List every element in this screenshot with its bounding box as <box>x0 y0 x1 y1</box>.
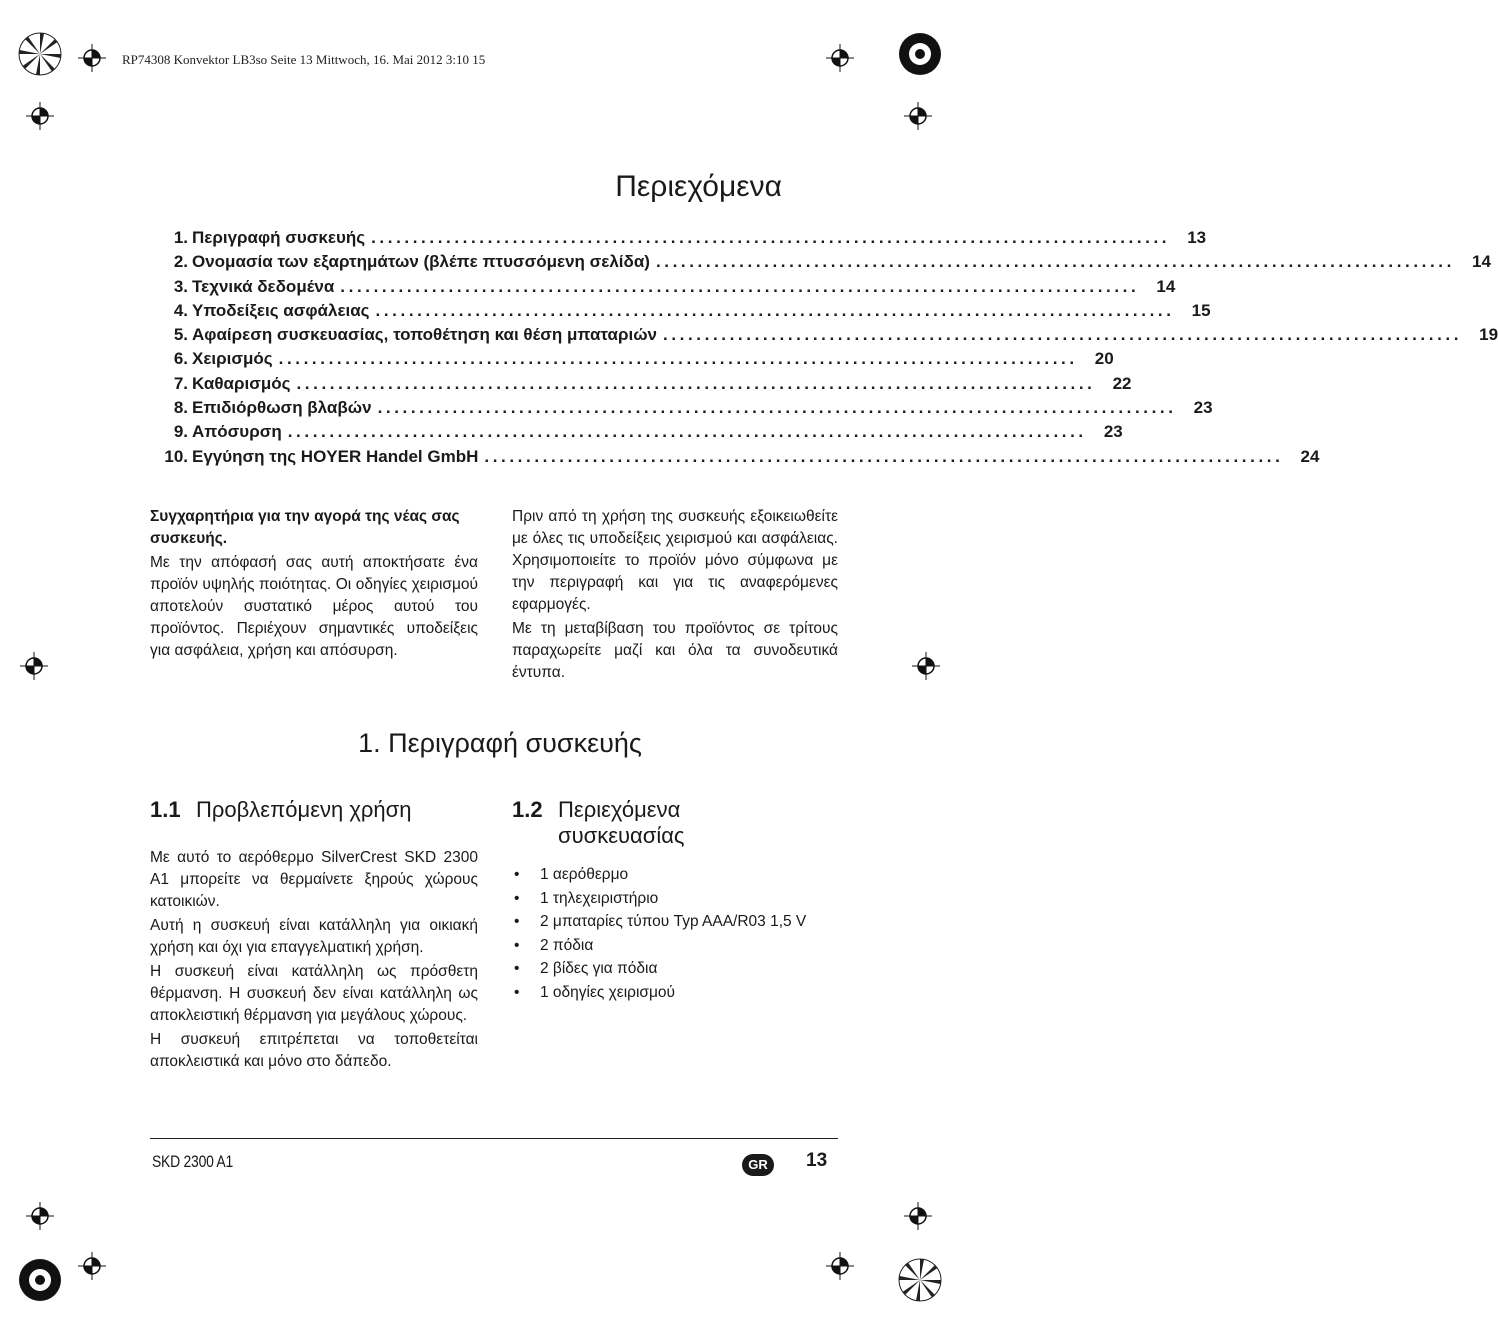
language-badge: GR <box>742 1154 774 1176</box>
toc-entry[interactable] <box>162 398 1213 422</box>
toc-number: 7. <box>173 373 188 393</box>
list-item: • 2 βίδες για πόδια <box>512 957 838 981</box>
toc-label: Υποδείξεις ασφάλειας <box>192 300 370 320</box>
toc-label: Αφαίρεση συσκευασίας, τοποθέτηση και θέση μπαταριών <box>192 325 658 345</box>
toc-page: 24 <box>1300 446 1320 466</box>
registration-mark-icon <box>26 1202 54 1230</box>
toc-leader: ................................................................................................ <box>484 446 1284 466</box>
list-item: • 2 πόδια <box>512 934 838 958</box>
toc-entry[interactable] <box>162 446 1320 471</box>
registration-mark-icon <box>826 44 854 72</box>
list-item: • 1 οδηγίες χειρισμού <box>512 981 838 1005</box>
toc-label: Χειρισμός <box>192 349 273 369</box>
intro-paragraph: Με τη μεταβίβαση του προϊόντος σε τρίτους παραχωρείτε μαζί και όλα τα συνοδευτικά έντυπα. <box>512 620 838 681</box>
subsection-intended-use <box>150 797 478 1075</box>
color-target-icon <box>898 1258 942 1302</box>
toc-label: Περιγραφή συσκευής <box>192 228 366 247</box>
subsection-number: 1.1 <box>150 797 181 822</box>
toc-leader: ................................................................................................ <box>377 398 1177 418</box>
toc-label: Καθαρισμός <box>192 373 291 393</box>
toc-page: 19 <box>1479 325 1498 345</box>
toc-number: 5. <box>173 325 188 345</box>
toc-entry[interactable] <box>162 300 1211 325</box>
contents-list <box>512 863 838 1004</box>
table-of-contents <box>162 228 1498 471</box>
toc-entry[interactable] <box>162 228 1207 252</box>
toc-entry[interactable] <box>162 276 1176 301</box>
toc-label: Απόσυρση <box>192 422 282 442</box>
intro-right-column <box>512 506 838 686</box>
subsection-title: Προβλεπόμενη χρήση <box>196 797 412 822</box>
toc-label: Επιδιόρθωση βλαβών <box>192 398 372 418</box>
toc-label: Εγγύηση της HOYER Handel GmbH <box>192 446 479 466</box>
toc-leader: ................................................................................................ <box>655 252 1455 272</box>
subsection-title-continued: συσκευασίας <box>558 823 685 848</box>
subsection-number: 1.2 <box>512 797 543 822</box>
toc-leader: ................................................................................................ <box>371 228 1171 247</box>
footer-model: SKD 2300 A1 <box>152 1152 234 1171</box>
body-paragraph: Η συσκευή επιτρέπεται να τοποθετείται αποκλειστικά και μόνο στο δάπεδο. <box>150 1031 478 1070</box>
toc-number: 3. <box>173 276 188 296</box>
registration-mark-icon <box>20 652 48 680</box>
subsection-heading <box>150 797 478 823</box>
subsection-package-contents <box>512 797 838 1004</box>
registration-mark-icon <box>904 102 932 130</box>
toc-page: 13 <box>1187 228 1207 247</box>
toc-entry[interactable] <box>162 422 1123 446</box>
intro-left-column <box>150 506 478 664</box>
toc-number: 10. <box>164 446 188 466</box>
toc-page: 20 <box>1094 349 1114 369</box>
color-target-icon <box>18 1258 62 1302</box>
toc-page: 23 <box>1103 422 1123 442</box>
list-item: • 1 αερόθερμο <box>512 863 838 887</box>
footer-divider <box>150 1138 838 1139</box>
toc-entry[interactable] <box>162 325 1498 349</box>
body-paragraph: Αυτή η συσκευή είναι κατάλληλη για οικιακή χρήση και όχι για επαγγελματική χρήση. <box>150 917 478 956</box>
registration-mark-icon <box>826 1252 854 1280</box>
body-paragraph: Με αυτό το αερόθερμο SilverCrest SKD 2300 A1 μπορείτε να θερμαίνετε ξηρούς χώρους κατοικιών. <box>150 849 478 910</box>
registration-mark-icon <box>78 44 106 72</box>
list-item: • 1 τηλεχειριστήριο <box>512 887 838 911</box>
color-target-icon <box>898 32 942 76</box>
intro-paragraph: Με την απόφασή σας αυτή αποκτήσατε ένα προϊόν υψηλής ποιότητας. Οι οδηγίες χειρισμού αποτελούν συστατικό μέρος αυτού του προϊόντος. Περιέχουν σημαντικές υποδείξεις για ασφάλεια, χρήση και απόσυρση. <box>150 554 478 659</box>
toc-page: 22 <box>1112 373 1132 393</box>
list-item: • 2 μπαταρίες τύπου Typ AAA/R03 1,5 V <box>512 910 838 934</box>
body-paragraph: Η συσκευή είναι κατάλληλη ως πρόσθετη θέρμανση. Η συσκευή δεν είναι κατάλληλη ως αποκλειστική θέρμανση για μεγάλους χώρους. <box>150 963 478 1024</box>
toc-leader: ................................................................................................ <box>663 325 1463 345</box>
toc-entry[interactable] <box>162 373 1132 398</box>
toc-leader: ................................................................................................ <box>278 349 1078 369</box>
toc-label: Ονομασία των εξαρτημάτων (βλέπε πτυσσόμενη σελίδα) <box>192 252 650 272</box>
print-header: RP74308 Konvektor LB3so Seite 13 Mittwoch, 16. Mai 2012 3:10 15 <box>122 52 486 67</box>
toc-entry[interactable] <box>162 252 1491 276</box>
toc-leader: ................................................................................................ <box>340 276 1140 296</box>
intro-paragraph: Πριν από τη χρήση της συσκευής εξοικειωθείτε με όλες τις υποδείξεις χειρισμού και ασφάλειας. Χρησιμοποιείτε το προϊόν μόνο σύμφωνα με την περιγραφή και για τις αναφερόμενες εφαρμογές. <box>512 508 838 613</box>
toc-page: 14 <box>1472 252 1491 272</box>
registration-mark-icon <box>904 1202 932 1230</box>
page-number: 13 <box>806 1150 828 1171</box>
toc-page: 15 <box>1191 300 1211 320</box>
toc-leader: ................................................................................................ <box>287 422 1087 442</box>
toc-leader: ................................................................................................ <box>296 373 1096 393</box>
toc-page: 23 <box>1193 398 1213 418</box>
toc-leader: ................................................................................................ <box>375 300 1175 320</box>
toc-entry[interactable] <box>162 349 1114 373</box>
toc-number: 4. <box>173 300 188 320</box>
subsection-title: Περιεχόμενα <box>558 797 681 822</box>
intro-heading: Συγχαρητήρια για την αγορά της νέας σας συσκευής. <box>150 508 460 547</box>
page-title: Περιεχόμενα <box>615 170 782 203</box>
registration-mark-icon <box>78 1252 106 1280</box>
registration-mark-icon <box>912 652 940 680</box>
subsection-heading <box>512 797 838 849</box>
toc-page: 14 <box>1156 276 1176 296</box>
registration-mark-icon <box>26 102 54 130</box>
color-target-icon <box>18 32 62 76</box>
toc-label: Τεχνικά δεδομένα <box>192 276 335 296</box>
toc-number: 6. <box>173 349 188 369</box>
section-heading: 1. Περιγραφή συσκευής <box>358 728 642 758</box>
toc-number: 2. <box>173 252 188 272</box>
toc-number: 8. <box>173 398 188 418</box>
toc-number: 9. <box>173 422 188 442</box>
toc-number: 1. <box>173 228 188 247</box>
